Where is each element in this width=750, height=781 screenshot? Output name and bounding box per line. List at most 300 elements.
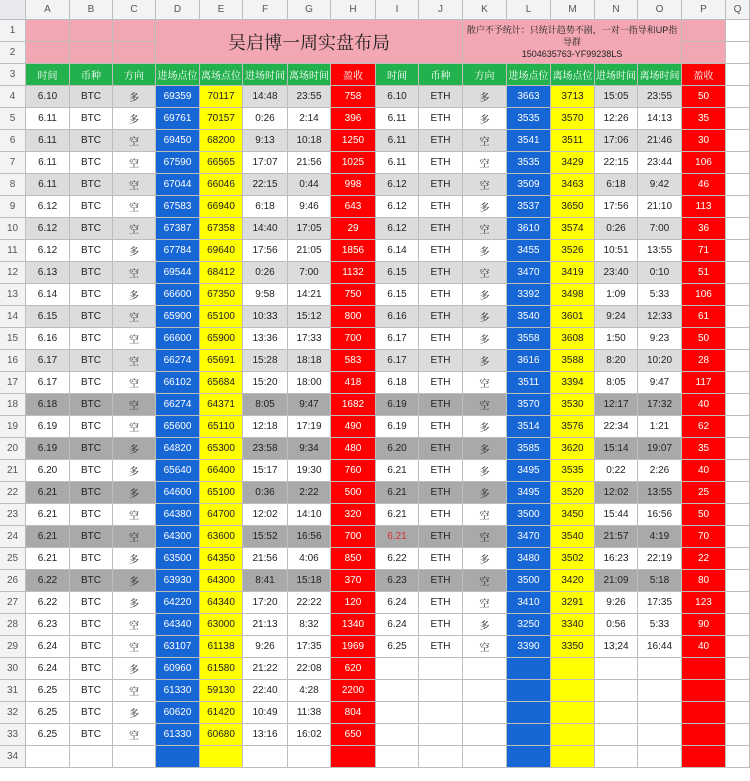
eth-cell[interactable]: 13;24 [595,636,638,658]
btc-cell[interactable]: 17:05 [288,218,331,240]
btc-cell[interactable]: 空 [113,504,156,526]
eth-cell[interactable]: 空 [463,592,507,614]
btc-cell[interactable]: 643 [331,196,376,218]
btc-cell[interactable]: 66600 [156,328,200,350]
empty-cell[interactable] [595,702,638,724]
row-number[interactable]: 34 [0,746,26,768]
btc-cell[interactable]: 6.20 [26,460,70,482]
empty-cell[interactable] [682,724,726,746]
row-number[interactable]: 23 [0,504,26,526]
row-number[interactable]: 14 [0,306,26,328]
eth-cell[interactable]: 3495 [507,460,551,482]
empty-cell[interactable] [551,746,595,768]
btc-cell[interactable]: BTC [70,108,113,130]
empty-cell[interactable] [682,680,726,702]
btc-cell[interactable]: 21:05 [288,240,331,262]
btc-cell[interactable]: 空 [113,218,156,240]
empty-cell[interactable] [331,746,376,768]
btc-cell[interactable]: 758 [331,86,376,108]
btc-cell[interactable]: 6.21 [26,526,70,548]
btc-cell[interactable]: 65600 [156,416,200,438]
empty-cell[interactable] [376,724,419,746]
empty-cell[interactable] [638,724,682,746]
btc-cell[interactable]: 69450 [156,130,200,152]
eth-cell[interactable]: 空 [463,570,507,592]
btc-cell[interactable]: 16:02 [288,724,331,746]
empty-cell[interactable] [376,746,419,768]
row-number[interactable]: 21 [0,460,26,482]
btc-cell[interactable]: BTC [70,152,113,174]
empty-cell[interactable] [507,724,551,746]
btc-cell[interactable]: 15:20 [243,372,288,394]
eth-cell[interactable]: 3350 [551,636,595,658]
column-header-p[interactable]: P [682,0,726,20]
btc-cell[interactable]: 9:26 [243,636,288,658]
row-number[interactable]: 25 [0,548,26,570]
btc-cell[interactable]: 6.22 [26,570,70,592]
header-cell[interactable]: 方向 [113,64,156,86]
btc-cell[interactable]: 15:12 [288,306,331,328]
empty-cell[interactable] [376,680,419,702]
eth-cell[interactable]: ETH [419,614,463,636]
row-number[interactable]: 1 [0,20,26,42]
header-cell[interactable]: 盈收 [331,64,376,86]
btc-cell[interactable]: 750 [331,284,376,306]
eth-cell[interactable]: 23:40 [595,262,638,284]
btc-cell[interactable]: 69544 [156,262,200,284]
eth-cell[interactable]: 3470 [507,262,551,284]
empty-cell[interactable] [507,680,551,702]
eth-cell[interactable]: 6.15 [376,262,419,284]
eth-cell[interactable]: 1:21 [638,416,682,438]
eth-cell[interactable]: ETH [419,174,463,196]
empty-cell[interactable] [376,658,419,680]
eth-cell[interactable]: 多 [463,350,507,372]
empty-cell[interactable] [638,658,682,680]
btc-cell[interactable]: 67358 [200,218,243,240]
btc-cell[interactable]: 61330 [156,724,200,746]
btc-cell[interactable]: 6.22 [26,592,70,614]
btc-cell[interactable]: 空 [113,680,156,702]
empty-cell[interactable] [288,746,331,768]
eth-cell[interactable]: 16:23 [595,548,638,570]
eth-cell[interactable]: 5:18 [638,570,682,592]
header-cell[interactable]: 进场点位 [156,64,200,86]
eth-cell[interactable]: 21:46 [638,130,682,152]
eth-cell[interactable]: 19:07 [638,438,682,460]
eth-cell[interactable]: 23:55 [638,86,682,108]
empty-cell[interactable] [726,724,750,746]
row-number[interactable]: 28 [0,614,26,636]
header-cell[interactable]: 盈收 [682,64,726,86]
eth-cell[interactable]: 3610 [507,218,551,240]
empty-cell[interactable] [726,394,750,416]
row-number[interactable]: 17 [0,372,26,394]
btc-cell[interactable]: 6.24 [26,658,70,680]
eth-cell[interactable]: 6.11 [376,108,419,130]
eth-cell[interactable]: 22:34 [595,416,638,438]
btc-cell[interactable]: 650 [331,724,376,746]
btc-cell[interactable]: 7:00 [288,262,331,284]
empty-cell[interactable] [726,306,750,328]
btc-cell[interactable]: 6.12 [26,240,70,262]
eth-cell[interactable]: 6.11 [376,152,419,174]
eth-cell[interactable]: 3608 [551,328,595,350]
column-header-i[interactable]: I [376,0,419,20]
eth-cell[interactable]: 多 [463,438,507,460]
btc-cell[interactable]: 6.17 [26,350,70,372]
btc-cell[interactable]: 700 [331,328,376,350]
btc-cell[interactable]: 6.12 [26,196,70,218]
row-number[interactable]: 31 [0,680,26,702]
eth-cell[interactable]: 3511 [507,372,551,394]
empty-cell[interactable] [376,702,419,724]
btc-cell[interactable]: 0:44 [288,174,331,196]
eth-cell[interactable]: 12:02 [595,482,638,504]
row-number[interactable]: 19 [0,416,26,438]
btc-cell[interactable]: 多 [113,108,156,130]
btc-cell[interactable]: 65100 [200,306,243,328]
eth-cell[interactable]: 35 [682,108,726,130]
row-number[interactable]: 8 [0,174,26,196]
empty-cell[interactable] [595,724,638,746]
row-number[interactable]: 15 [0,328,26,350]
btc-cell[interactable]: 6.15 [26,306,70,328]
eth-cell[interactable]: 21:09 [595,570,638,592]
eth-cell[interactable]: 8:20 [595,350,638,372]
btc-cell[interactable]: 18:18 [288,350,331,372]
btc-cell[interactable]: 64371 [200,394,243,416]
btc-cell[interactable]: 多 [113,460,156,482]
eth-cell[interactable]: 10:51 [595,240,638,262]
eth-cell[interactable]: 0:22 [595,460,638,482]
empty-cell[interactable] [726,350,750,372]
empty-cell[interactable] [26,746,70,768]
eth-cell[interactable]: 3509 [507,174,551,196]
eth-cell[interactable]: 23:44 [638,152,682,174]
btc-cell[interactable]: 16:56 [288,526,331,548]
column-header-e[interactable]: E [200,0,243,20]
eth-cell[interactable]: ETH [419,350,463,372]
row-number[interactable]: 2 [0,42,26,64]
empty-cell[interactable] [70,746,113,768]
eth-cell[interactable]: 3419 [551,262,595,284]
btc-cell[interactable]: 1340 [331,614,376,636]
btc-cell[interactable]: 67350 [200,284,243,306]
btc-cell[interactable]: 6.21 [26,482,70,504]
btc-cell[interactable]: 490 [331,416,376,438]
btc-cell[interactable]: 空 [113,152,156,174]
empty-cell[interactable] [726,614,750,636]
btc-cell[interactable]: 13:16 [243,724,288,746]
btc-cell[interactable]: 9:46 [288,196,331,218]
btc-cell[interactable]: 64700 [200,504,243,526]
empty-cell[interactable] [726,548,750,570]
btc-cell[interactable]: 418 [331,372,376,394]
btc-cell[interactable]: BTC [70,218,113,240]
column-header-a[interactable]: A [26,0,70,20]
header-cell[interactable]: 进场时间 [595,64,638,86]
title-block-cell[interactable] [26,20,70,42]
btc-cell[interactable]: 17:35 [288,636,331,658]
eth-cell[interactable]: 9:42 [638,174,682,196]
eth-cell[interactable]: 13:55 [638,240,682,262]
btc-cell[interactable]: 22:22 [288,592,331,614]
column-header-b[interactable]: B [70,0,113,20]
btc-cell[interactable]: 8:41 [243,570,288,592]
empty-cell[interactable] [419,680,463,702]
btc-cell[interactable]: 6.21 [26,548,70,570]
btc-cell[interactable]: 1250 [331,130,376,152]
eth-cell[interactable]: 14:13 [638,108,682,130]
btc-cell[interactable]: BTC [70,438,113,460]
btc-cell[interactable]: BTC [70,592,113,614]
eth-cell[interactable]: 1:09 [595,284,638,306]
btc-cell[interactable]: BTC [70,614,113,636]
eth-cell[interactable]: 22 [682,548,726,570]
eth-cell[interactable]: 3455 [507,240,551,262]
row-number[interactable]: 16 [0,350,26,372]
empty-cell[interactable] [726,64,750,86]
btc-cell[interactable]: 15:18 [288,570,331,592]
empty-cell[interactable] [551,702,595,724]
empty-cell[interactable] [726,218,750,240]
eth-cell[interactable]: 17:56 [595,196,638,218]
eth-cell[interactable]: 113 [682,196,726,218]
header-cell[interactable]: 币种 [70,64,113,86]
eth-cell[interactable]: 3535 [507,108,551,130]
btc-cell[interactable]: 6.17 [26,372,70,394]
eth-cell[interactable]: 3535 [551,460,595,482]
btc-cell[interactable]: 多 [113,570,156,592]
column-header-q[interactable]: Q [726,0,750,20]
eth-cell[interactable]: 16:56 [638,504,682,526]
empty-cell[interactable] [726,152,750,174]
empty-cell[interactable] [200,746,243,768]
eth-cell[interactable]: 15:44 [595,504,638,526]
eth-cell[interactable]: ETH [419,86,463,108]
eth-cell[interactable]: 多 [463,108,507,130]
btc-cell[interactable]: 6.23 [26,614,70,636]
btc-cell[interactable]: 1132 [331,262,376,284]
eth-cell[interactable]: 3535 [507,152,551,174]
eth-cell[interactable]: 3541 [507,130,551,152]
column-header-d[interactable]: D [156,0,200,20]
row-number[interactable]: 22 [0,482,26,504]
btc-cell[interactable]: 64300 [200,570,243,592]
row-number[interactable]: 24 [0,526,26,548]
row-number[interactable]: 18 [0,394,26,416]
eth-cell[interactable]: 3480 [507,548,551,570]
btc-cell[interactable]: 800 [331,306,376,328]
eth-cell[interactable]: 0:26 [595,218,638,240]
empty-cell[interactable] [463,724,507,746]
empty-cell[interactable] [726,42,750,64]
btc-cell[interactable]: 64220 [156,592,200,614]
empty-cell[interactable] [726,746,750,768]
eth-cell[interactable]: 3540 [551,526,595,548]
btc-cell[interactable]: 17:33 [288,328,331,350]
btc-cell[interactable]: 69359 [156,86,200,108]
btc-cell[interactable]: 6.25 [26,702,70,724]
btc-cell[interactable]: 64600 [156,482,200,504]
btc-cell[interactable]: 63107 [156,636,200,658]
empty-cell[interactable] [419,746,463,768]
column-header-n[interactable]: N [595,0,638,20]
eth-cell[interactable]: 50 [682,86,726,108]
btc-cell[interactable]: 998 [331,174,376,196]
eth-cell[interactable]: ETH [419,592,463,614]
eth-cell[interactable]: 6.21 [376,504,419,526]
eth-cell[interactable]: 4:19 [638,526,682,548]
eth-cell[interactable]: ETH [419,416,463,438]
eth-cell[interactable]: 17:35 [638,592,682,614]
eth-cell[interactable]: 多 [463,86,507,108]
btc-cell[interactable]: 6.11 [26,108,70,130]
title-block-cell[interactable] [113,20,156,42]
eth-cell[interactable]: 6:18 [595,174,638,196]
btc-cell[interactable]: 4:28 [288,680,331,702]
eth-cell[interactable]: 15:14 [595,438,638,460]
eth-cell[interactable]: 空 [463,394,507,416]
row-number[interactable]: 26 [0,570,26,592]
btc-cell[interactable]: 63930 [156,570,200,592]
eth-cell[interactable]: 3530 [551,394,595,416]
btc-cell[interactable]: 2:14 [288,108,331,130]
eth-cell[interactable]: 3558 [507,328,551,350]
eth-cell[interactable]: ETH [419,394,463,416]
btc-cell[interactable]: 21:22 [243,658,288,680]
eth-cell[interactable]: 6.23 [376,570,419,592]
empty-cell[interactable] [551,658,595,680]
eth-cell[interactable]: 6.11 [376,130,419,152]
eth-cell[interactable]: 空 [463,262,507,284]
empty-cell[interactable] [726,570,750,592]
eth-cell[interactable]: ETH [419,130,463,152]
btc-cell[interactable]: 多 [113,482,156,504]
btc-cell[interactable]: 10:18 [288,130,331,152]
btc-cell[interactable]: 多 [113,86,156,108]
eth-cell[interactable]: 3511 [551,130,595,152]
eth-cell[interactable]: 36 [682,218,726,240]
empty-cell[interactable] [595,680,638,702]
eth-cell[interactable]: 6.12 [376,218,419,240]
row-number[interactable]: 9 [0,196,26,218]
btc-cell[interactable]: 多 [113,702,156,724]
eth-cell[interactable]: 10:20 [638,350,682,372]
eth-cell[interactable]: 12:17 [595,394,638,416]
btc-cell[interactable]: 多 [113,592,156,614]
eth-cell[interactable]: 6.14 [376,240,419,262]
eth-cell[interactable]: 多 [463,328,507,350]
row-number[interactable]: 4 [0,86,26,108]
btc-cell[interactable]: 70157 [200,108,243,130]
btc-cell[interactable]: BTC [70,548,113,570]
eth-cell[interactable]: ETH [419,328,463,350]
eth-cell[interactable]: 12:33 [638,306,682,328]
eth-cell[interactable]: 40 [682,460,726,482]
btc-cell[interactable]: 15:28 [243,350,288,372]
eth-cell[interactable]: 多 [463,416,507,438]
eth-cell[interactable]: 50 [682,328,726,350]
btc-cell[interactable]: 66600 [156,284,200,306]
empty-cell[interactable] [726,636,750,658]
btc-cell[interactable]: BTC [70,196,113,218]
eth-cell[interactable]: ETH [419,636,463,658]
header-cell[interactable]: 离场点位 [200,64,243,86]
btc-cell[interactable]: 69640 [200,240,243,262]
btc-cell[interactable]: BTC [70,130,113,152]
eth-cell[interactable]: ETH [419,306,463,328]
eth-cell[interactable]: 5:33 [638,614,682,636]
eth-cell[interactable]: 3616 [507,350,551,372]
btc-cell[interactable]: 1969 [331,636,376,658]
column-header-j[interactable]: J [419,0,463,20]
eth-cell[interactable]: 3526 [551,240,595,262]
btc-cell[interactable]: BTC [70,240,113,262]
btc-cell[interactable]: 15:17 [243,460,288,482]
btc-cell[interactable]: 空 [113,416,156,438]
eth-cell[interactable]: 40 [682,394,726,416]
empty-cell[interactable] [726,108,750,130]
eth-cell[interactable]: 3498 [551,284,595,306]
eth-cell[interactable]: 3291 [551,592,595,614]
eth-cell[interactable]: 3495 [507,482,551,504]
btc-cell[interactable]: BTC [70,86,113,108]
eth-cell[interactable]: 46 [682,174,726,196]
empty-cell[interactable] [507,746,551,768]
btc-cell[interactable]: 6.11 [26,152,70,174]
btc-cell[interactable]: 21:56 [288,152,331,174]
eth-cell[interactable]: 空 [463,636,507,658]
btc-cell[interactable]: 65110 [200,416,243,438]
column-header-l[interactable]: L [507,0,551,20]
btc-cell[interactable]: 68200 [200,130,243,152]
eth-cell[interactable]: 123 [682,592,726,614]
btc-cell[interactable]: 22:40 [243,680,288,702]
row-number[interactable]: 7 [0,152,26,174]
eth-cell[interactable]: 6.17 [376,350,419,372]
empty-cell[interactable] [463,658,507,680]
empty-cell[interactable] [726,504,750,526]
btc-cell[interactable]: 620 [331,658,376,680]
eth-cell[interactable]: ETH [419,504,463,526]
empty-cell[interactable] [726,416,750,438]
eth-cell[interactable]: 30 [682,130,726,152]
eth-cell[interactable]: 6.20 [376,438,419,460]
empty-cell[interactable] [726,702,750,724]
empty-cell[interactable] [463,680,507,702]
btc-cell[interactable]: BTC [70,416,113,438]
eth-cell[interactable]: 3574 [551,218,595,240]
eth-cell[interactable]: 3576 [551,416,595,438]
title-block-cell[interactable] [682,20,726,42]
empty-cell[interactable] [682,746,726,768]
eth-cell[interactable]: 28 [682,350,726,372]
empty-cell[interactable] [507,658,551,680]
btc-cell[interactable]: 67387 [156,218,200,240]
eth-cell[interactable]: ETH [419,196,463,218]
eth-cell[interactable]: 3570 [551,108,595,130]
btc-cell[interactable]: 320 [331,504,376,526]
btc-cell[interactable]: 6.18 [26,394,70,416]
eth-cell[interactable]: 90 [682,614,726,636]
btc-cell[interactable]: 6.25 [26,680,70,702]
btc-cell[interactable]: 65684 [200,372,243,394]
select-all-corner[interactable] [0,0,26,20]
eth-cell[interactable]: 多 [463,548,507,570]
eth-cell[interactable]: 3500 [507,504,551,526]
